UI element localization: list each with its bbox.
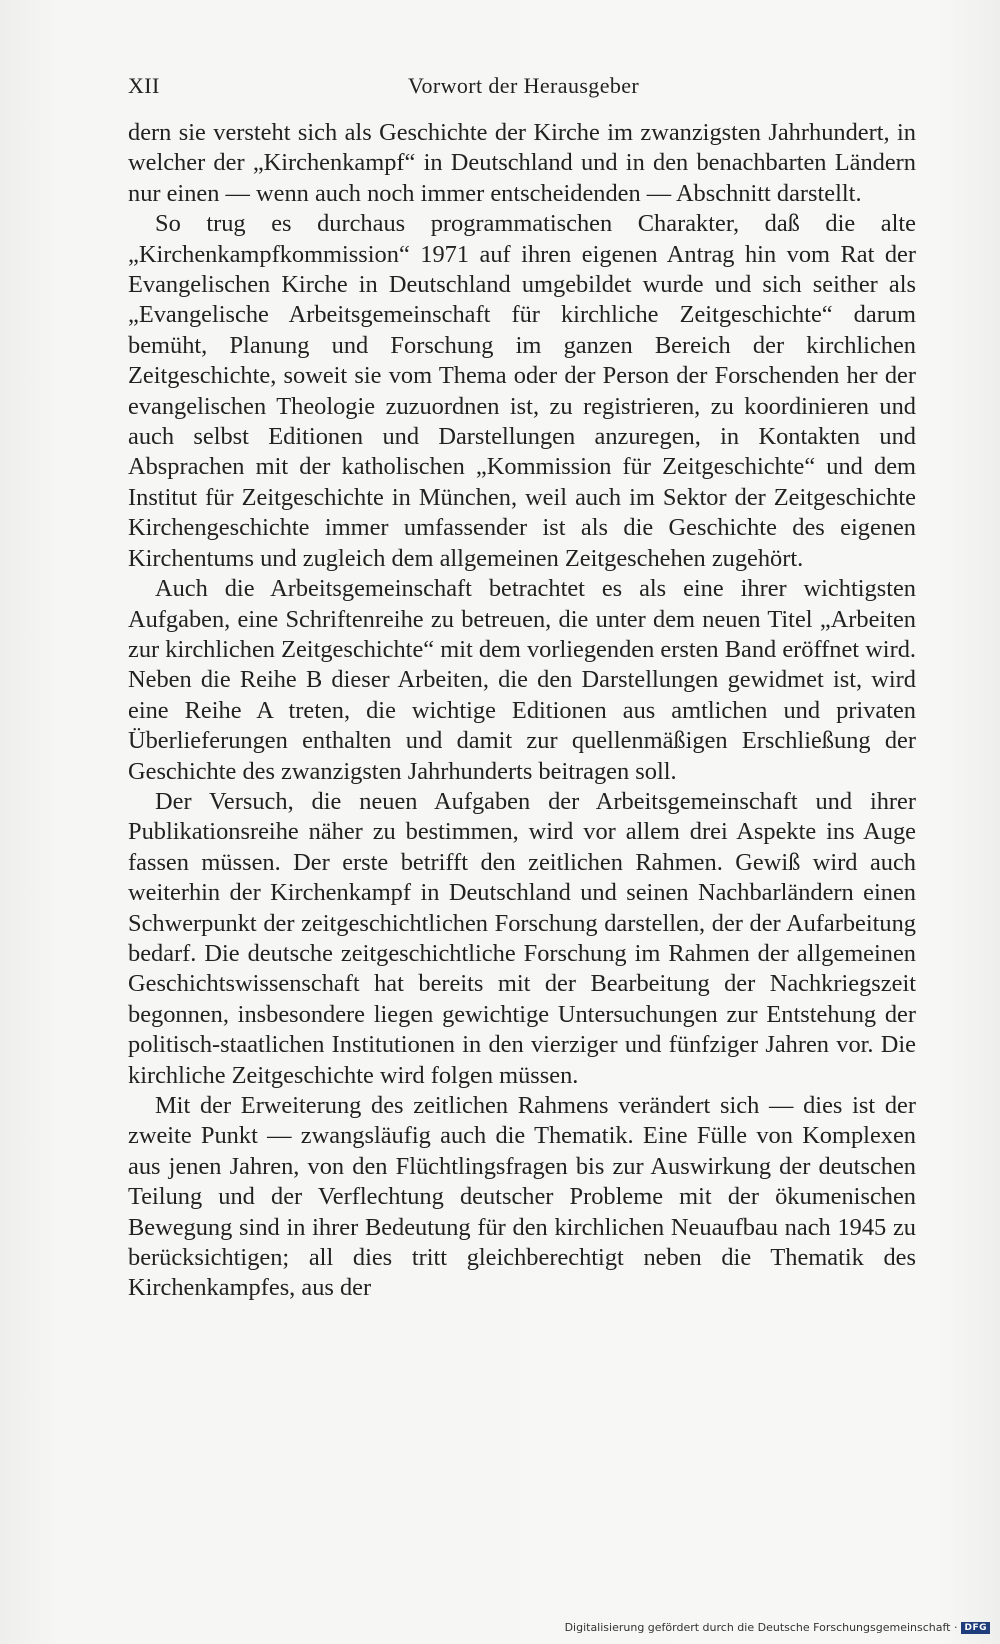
page-number: XII	[128, 73, 160, 98]
paragraph: Mit der Erweiterung des zeitlichen Rahmens verändert sich — dies ist der zweite Punkt — zwangsläufig auch die Thematik. Eine Fülle von Komplexen aus jenen Jahren, von den Flüchtlingsfragen bis zur Auswirkung der deutschen Teilung und der Verflechtung deutscher Probleme mit der ökumenischen Bewegung sind in ihrer Bedeutung für den kirchlichen Neuaufbau nach 1945 zu berücksichtigen; all dies tritt gleichberechtigt neben die Thematik des Kirchenkampfes, aus der	[128, 1092, 916, 1302]
dfg-logo-icon: DFG	[961, 1622, 990, 1634]
digitization-credit	[565, 1621, 990, 1634]
paragraph: dern sie versteht sich als Geschichte der Kirche im zwanzigsten Jahrhundert, in welcher der „Kirchenkampf“ in Deutschland und in den benachbarten Ländern nur einen — wenn auch noch immer entscheidenden — Abschnitt darstellt.	[128, 119, 916, 207]
running-header	[128, 73, 916, 103]
running-title: Vorwort der Herausgeber	[408, 73, 640, 98]
credit-text: Digitalisierung gefördert durch die Deutsche Forschungsgemeinschaft ·	[564, 1621, 958, 1634]
paragraph: Auch die Arbeitsgemeinschaft betrachtet es als eine ihrer wichtigsten Aufgaben, eine Schriftenreihe zu betreuen, die unter dem neuen Titel „Arbeiten zur kirchlichen Zeitgeschichte“ mit dem vorliegenden ersten Band eröffnet wird. Neben die Reihe B dieser Arbeiten, die den Darstellungen gewidmet ist, wird eine Reihe A treten, die wichtige Editionen aus amtlichen und privaten Überlieferungen enthalten und damit zur quellenmäßigen Erschließung der Geschichte des zwanzigsten Jahrhunderts beitragen soll.	[128, 575, 916, 785]
body-text	[128, 118, 916, 1304]
paragraph: Der Versuch, die neuen Aufgaben der Arbeitsgemeinschaft und ihrer Publikationsreihe näher zu bestimmen, wird vor allem drei Aspekte ins Auge fassen müssen. Der erste betrifft den zeitlichen Rahmen. Gewiß wird auch weiterhin der Kirchenkampf in Deutschland und seinen Nachbarländern einen Schwerpunkt der zeitgeschichtlichen Forschung darstellen, der der Aufarbeitung bedarf. Die deutsche zeitgeschichtliche Forschung im Rahmen der allgemeinen Geschichtswissenschaft hat bereits mit der Bearbeitung der Nachkriegszeit begonnen, insbesondere liegen gewichtige Untersuchungen zur Entstehung der politisch-staatlichen Institutionen in den vierziger und fünfziger Jahren vor. Die kirchliche Zeitgeschichte wird folgen müssen.	[128, 787, 916, 1089]
paragraph: So trug es durchaus programmatischen Charakter, daß die alte „Kirchenkampfkommission“ 1971 auf ihren eigenen Antrag hin vom Rat der Evangelischen Kirche in Deutschland umgebildet wurde und sich seither als „Evangelische Arbeitsgemeinschaft für kirchliche Zeitgeschichte“ darum bemüht, Planung und Forschung im ganzen Bereich der kirchlichen Zeitgeschichte, soweit sie vom Thema oder der Person der Forschenden her der evangelischen Theologie zuzuordnen ist, zu registrieren, zu koordinieren und auch selbst Editionen und Darstellungen anzuregen, in Kontakten und Absprachen mit der katholischen „Kommission für Zeitgeschichte“ und dem Institut für Zeitgeschichte in München, weil auch im Sektor der Zeitgeschichte Kirchengeschichte immer umfassender ist als die Geschichte des eigenen Kirchentums und zugleich dem allgemeinen Zeitgeschehen zugehört.	[128, 210, 916, 572]
